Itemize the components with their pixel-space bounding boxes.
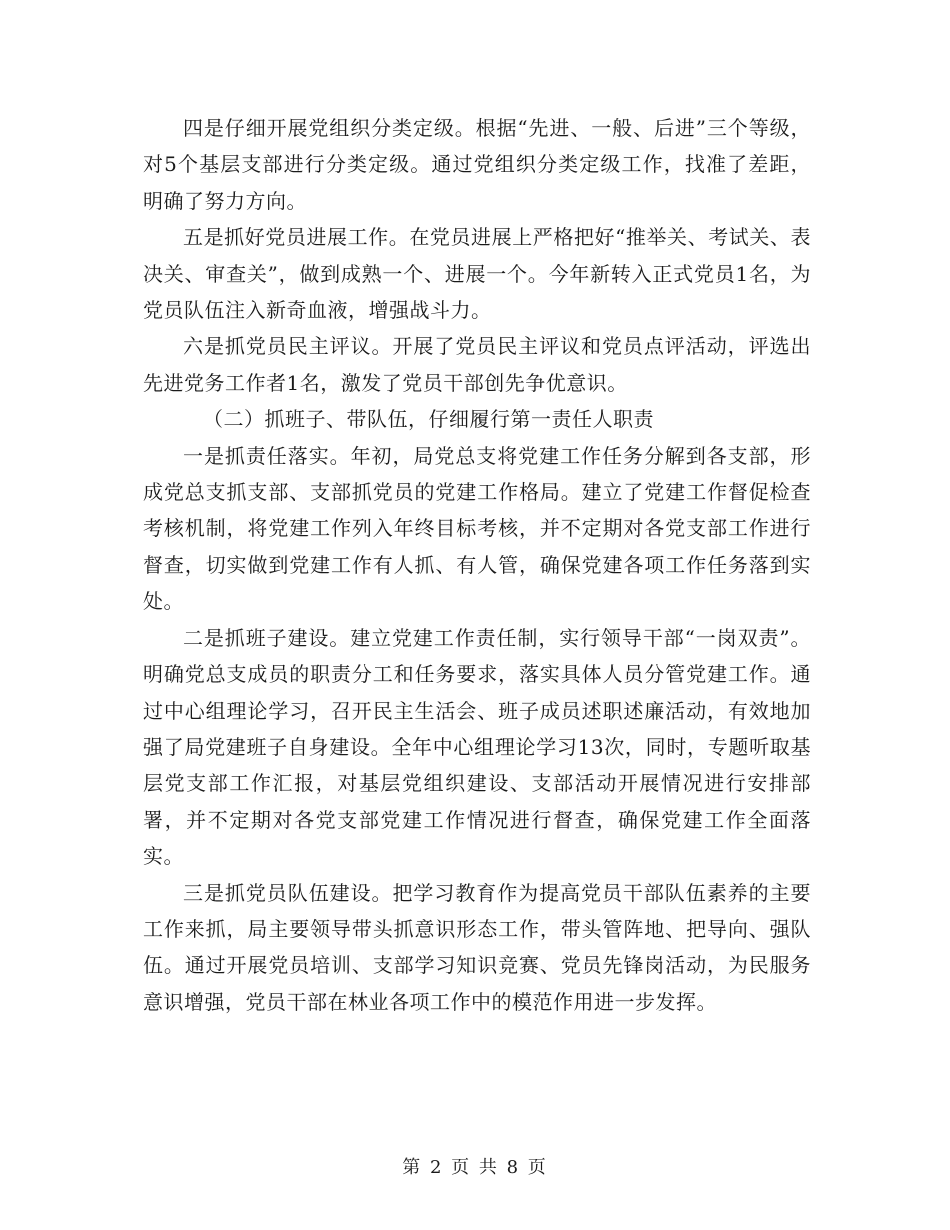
section-heading: （二）抓班子、带队伍，仔细履行第一责任人职责 [203,407,654,432]
paragraph-democratic-review: 六是抓党员民主评议。开展了党员民主评议和党员点评活动，评选出先进党务工作者1名，激发了党员干部创先争优意识。 [143,334,811,395]
paragraph-team-building: 三是抓党员队伍建设。把学习教育作为提高党员干部队伍素养的主要工作来抓，局主要领导带头抓意识形态工作，带头管阵地、把导向、强队伍。通过开展党员培训、支部学习知识竞赛、党员先锋岗活动，为民服务意识增强，党员干部在林业各项工作中的模范作用进一步发挥。 [143,880,811,1014]
page-number-footer: 第 2 页 共 8 页 [402,1157,548,1178]
paragraph-responsibility: 一是抓责任落实。年初，局党总支将党建工作任务分解到各支部，形成党总支抓支部、支部抓党员的党建工作格局。建立了党建工作督促检查考核机制，将党建工作列入年终目标考核，并不定期对各党支部工作进行督查，切实做到党建工作有人抓、有人管，确保党建各项工作任务落到实处。 [143,443,811,614]
paragraph-classification: 四是仔细开展党组织分类定级。根据“先进、一般、后进”三个等级，对5个基层支部进行分类定级。通过党组织分类定级工作，找准了差距，明确了努力方向。 [143,116,811,213]
page-body [143,110,811,1020]
paragraph-leadership-building: 二是抓班子建设。建立党建工作责任制，实行领导干部“一岗双责”。明确党总支成员的职责分工和任务要求，落实具体人员分管党建工作。通过中心组理论学习，召开民主生活会、班子成员述职述廉活动，有效地加强了局党建班子自身建设。全年中心组理论学习13次，同时，专题听取基层党支部工作汇报，对基层党组织建设、支部活动开展情况进行安排部署，并不定期对各党支部党建工作情况进行督查，确保党建工作全面落实。 [143,625,811,869]
paragraph-member-development: 五是抓好党员进展工作。在党员进展上严格把好“推举关、考试关、表决关、审查关”，做到成熟一个、进展一个。今年新转入正式党员1名，为党员队伍注入新奇血液，增强战斗力。 [143,225,811,323]
